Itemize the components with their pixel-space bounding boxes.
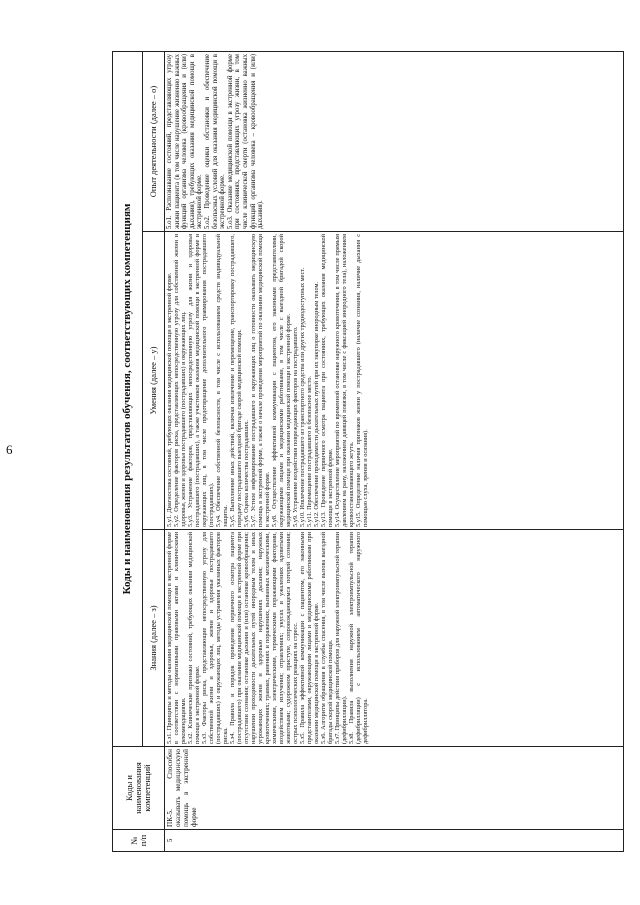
skill-item: 5.у14. Осуществление мероприятий по временной остановке наружного кровотечения, в том числе прямым давлением на рану, наложением давящей повязки, в том числе с фиксацией инородного тела), наложением кровоостанавливающего жгута. xyxy=(334,234,356,527)
skill-item: 5.у5. Выполнение иных действий, включая извлечение и перемещение, транспортировку пострадавшего, передачу пострадавшего выездной бригаде скорой медицинской помощи. xyxy=(229,234,244,527)
skills-cell xyxy=(165,232,624,530)
competence-table-sheet xyxy=(112,52,624,852)
header-competence-codes: Коды и наименования компетенций xyxy=(113,747,165,830)
header-experience: Опыт деятельности (далее – о) xyxy=(143,52,165,232)
skill-item: 5.у8. Осуществление эффективной коммуникации с пациентом, его законными представителями, окружающими лицами и медицинскими работниками, в том числе с выездной бригадой скорой медицинской помощи при оказании медицинской помощи в экстренной форме. xyxy=(271,234,293,527)
competence-table xyxy=(112,51,624,852)
knowledge-cell xyxy=(165,530,624,747)
competence-name: ПК-5. Способен оказывать медицинскую помощь в экстренной форме xyxy=(165,747,624,830)
knowledge-item: 5.з3. Факторы риска, представляющие непосредственную угрозу для собственной жизни и здоровья, жизни и здоровья пострадавшего (пострадавших) и окружающих лиц, методы устранения указанных факторов риска. xyxy=(201,532,230,744)
row-number: 5 xyxy=(165,830,624,852)
knowledge-item: 5.з1. Принципы и методы оказания медицинской помощи в экстренной форме в соответствии с нормативными правовыми актами и клиническими рекомендациями. xyxy=(166,532,188,744)
header-number: № п/п xyxy=(113,830,165,852)
knowledge-item: 5.з8. Правила выполнения наружной электроимпульсной терапии (дефибрилляции) с использованием автоматического наружного дефибриллятора. xyxy=(348,532,370,744)
header-results-group: Коды и наименования результатов обучения, соответствующих компетенциям xyxy=(113,52,143,747)
skill-item: 5.у15. Определение наличия признаков жизни у пострадавшего (наличие сознания, наличие дыхания с помощью слуха, зрения и осязания). xyxy=(355,234,370,527)
skill-item: 5.у1. Диагностика состояний, требующих оказания медицинской помощи в экстренной форме. xyxy=(166,272,173,527)
skill-item: 5.у13. Проведение первичного осмотра пациента при состояниях, требующих оказания медицинской помощи в экстренной форме. xyxy=(320,234,335,527)
table-row xyxy=(165,52,624,852)
skill-item: 5.у3. Устранение факторов, представляющих непосредственную угрозу для жизни и здоровья пострадавшего (пострадавших), а также участников оказания медицинской помощи в экстренной форме и окружающих лиц, в том числе предотвращение дополнительного травмирования пострадавшего (пострадавших). xyxy=(187,234,216,527)
skill-item: 5.у9. Устранение воздействия повреждающих факторов на пострадавшего. xyxy=(292,326,300,527)
experience-cell xyxy=(165,52,624,232)
knowledge-item: 5.з4. Правила и порядок проведения первичного осмотра пациента (пострадавшего) при оказании медицинской помощи в экстренной форме при отсутствии сознания; остановке дыхания и (или) остановке кровообращения; нарушении проходимости дыхательных путей инородным телом и иных угрожающих жизни и здоровью нарушениях дыхания; наружных кровотечениях; травмах, ранениях и поражениях, вызванных механическими, химическими, электрическими, термическими поражающими факторами, воздействием излучения; отравлениях; укусах и ужалениях ядовитыми животными; судорожном приступе, сопровождающемся потерей сознания; острых психологических реакциях на стресс. xyxy=(229,532,300,744)
skill-item: 5.у12. Обеспечение проходимости дыхательных путей при их закупорке инородным телом. xyxy=(313,281,321,527)
experience-item: 5.о3. Оказание медицинской помощи в экстренной форме при состояниях, представляющих угрозу жизни, в том числе клинической смерти (остановка жизненно важных функций организма человека – кровообращения и (или) дыхания). xyxy=(226,54,265,229)
knowledge-item: 5.з2. Клинические признаки состояний, требующих оказания медицинской помощи в экстренной форме. xyxy=(187,532,202,744)
page-number: 6 xyxy=(6,442,13,457)
skill-item: 5.у10. Извлечение пострадавшего из транспортного средства или других труднодоступных мест. xyxy=(299,267,307,527)
experience-item: 5.о1. Распознавание состояний, представляющих угрозу жизни пациента (в том числе нарушение жизненно важных функций организма человека (кровообращения и (или) дыхания), требующих оказания медицинской помощи в экстренной форме. xyxy=(166,54,204,229)
knowledge-item: 5.з5. Правила эффективной коммуникации с пациентом, его законными представителями, окружающими лицами и медицинскими работниками при оказании медицинской помощи в экстренной форме. xyxy=(299,532,321,744)
header-knowledge: Знания (далее – з) xyxy=(143,530,165,747)
experience-item: 5.о2. Проведение оценки обстановки и обеспечение безопасных условий для оказания медицинской помощи в экстренной форме. xyxy=(204,54,227,229)
skill-item: 5.у6. Оценка количества пострадавших. xyxy=(243,420,251,527)
header-skills: Умения (далее – у) xyxy=(143,232,165,530)
knowledge-item: 5.з6. Алгоритм обращения в службы спасения, в том числе вызова выездной бригады скорой медицинской помощи. xyxy=(320,532,335,744)
skill-item: 5.у2. Определение факторов риска, представляющих непосредственную угрозу для собственной жизни и здоровья, жизни и здоровья пострадавшего (пострадавших) и окружающих лиц. xyxy=(173,234,188,527)
skill-item: 5.у4. Обеспечение собственной безопасности, в том числе с использованием средств индивидуальной защиты. xyxy=(215,234,230,527)
skill-item: 5.у7. Устное информирование пострадавшего и окружающих лиц о готовности оказывать медицинскую помощь в экстренной форме, а также о начале проведения мероприятий по оказанию медицинской помощи в экстренной форме. xyxy=(250,234,272,527)
skill-item: 5.у11. Перемещение пострадавшего в безопасное место. xyxy=(306,375,314,527)
knowledge-item: 5.з7. Принципы действия приборов для наружной электроимпульсной терапии (дефибрилляции). xyxy=(334,532,349,744)
